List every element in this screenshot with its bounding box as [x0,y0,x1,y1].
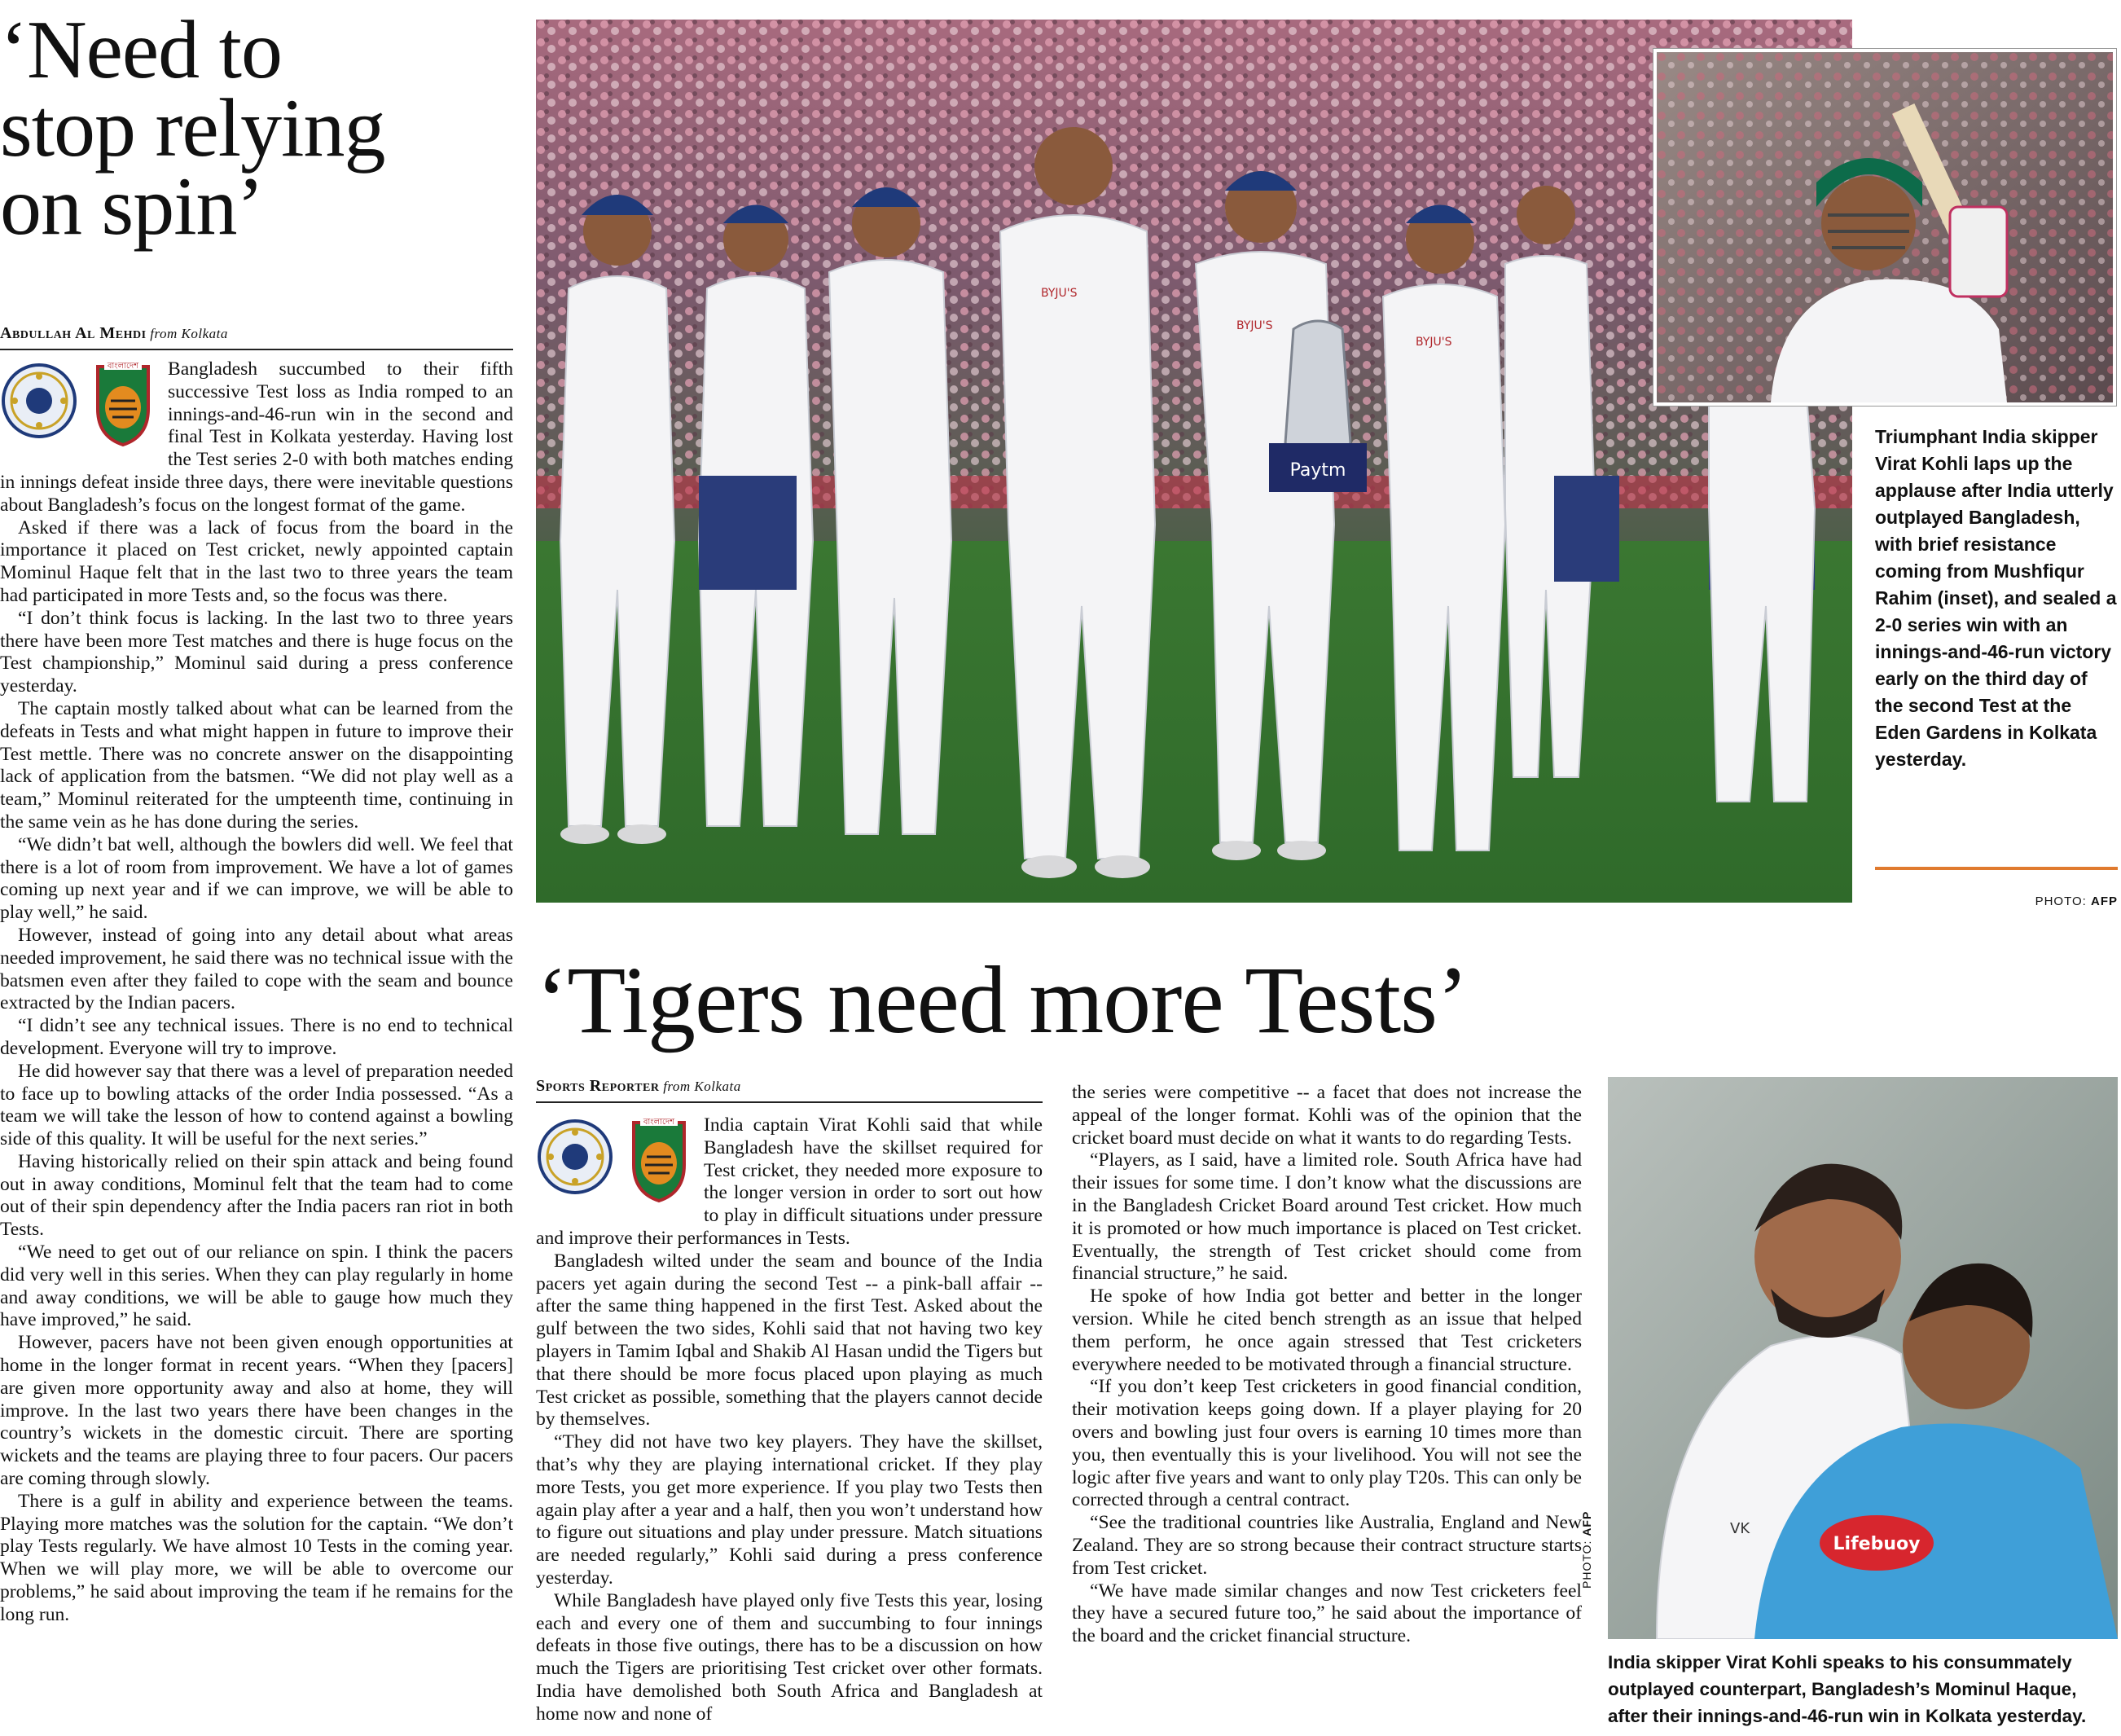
story2-column-1 [536,1114,1043,1734]
story2-headline: ‘Tigers need more Tests’ [536,947,1469,1053]
byline-divider [536,1101,1043,1103]
shirt-initials: VK [1730,1520,1750,1537]
paragraph: He spoke of how India got better and better in the longer version. While he cited bench strength as an issue that helped them perform, he once again stressed that Test cricketers everywhere needed to be motivated through a financial structure. [1072,1286,1582,1375]
credit-label: PHOTO: [1580,1540,1593,1589]
paragraph: Asked if there was a lack of focus from the board in the importance it placed on Test cricket, newly appointed captain Mominul Haque felt that in the last two to three years the team had participated in more Tests and, so the focus was there. [0,516,513,606]
paragraph: Bangladesh succumbed to their fifth successive Test loss as India romped to an innings-and-46-run win in the second and final Test in Kolkata yesterday. Having lost the Test series 2-0 with both matches ending in innings defeat inside three days, there were inevitable questions about Bangladesh’s focus on the longest format of the game. [0,358,513,516]
paragraph: However, pacers have not been given enough opportunities at home in the longer format in recent years. “When they [pacers] are given more opportunity away and also at home, they will improve. In the last two years there have been changes in the country’s wickets in the domestic circuit. There are sporting wickets and the teams are playing three to four pacers. Our pacers are coming through slowly. [0,1332,513,1490]
paragraph: India captain Virat Kohli said that while Bangladesh have the skillset required for Test cricket, they needed more exposure to the longer version in order to sort out how to play in difficult situations under pressure and improve their performances in Tests. [536,1114,1043,1249]
story2-byline [536,1077,1043,1096]
paragraph: the series were competitive -- a facet that does not increase the appeal of the longer format. Kohli was of the opinion that the cricket board must decide on what it wants to do regarding Tests. [1072,1082,1582,1149]
story1-byline [0,324,513,343]
story2-column-2 [1072,1082,1582,1734]
paragraph: The captain mostly talked about what can be learned from the defeats in Tests and what might happen in future to improve their Test mettle. There was no concrete answer on the disappointing lack of application from the batsmen. “We did not play well as a team,” Mominul reiterated for the umpteenth time, continuing in the same vein as he has done during the series. [0,697,513,833]
byline-name: Sports Reporter [536,1077,660,1095]
paragraph: “I didn’t see any technical issues. There is no end to technical development. Everyone will try to improve. [0,1015,513,1059]
paragraph: “We need to get out of our reliance on spin. I think the pacers did very well in this series. When they can play regularly in home and away conditions, we will be able to gauge how much they have improved,” he said. [0,1242,513,1331]
bcci-logo-icon [536,1114,697,1204]
headline-line: ‘Need to [0,4,283,96]
paragraph: Having historically relied on their spin attack and being found out in away conditions, Mominul felt that the team had to come out of their spin dependency after the India pacers ran riot in both Tests. [0,1150,513,1241]
headline-line: stop relying [0,82,385,174]
paragraph: Bangladesh wilted under the seam and bounce of the India pacers yet again during the second Test -- a pink-ball affair -- after the same thing happened in the first Test. Asked about the gulf between the two sides, Kohli said that not having two key players in Tamim Iqbal and Shakib Al Hasan undid the Tigers but that there should be more focus placed upon playing as much Test cricket as possible, something that the players cannot decide by themselves. [536,1250,1043,1431]
byline-from: from Kolkata [663,1079,741,1094]
trophy-sponsor-text: Paytm [1289,460,1346,481]
paragraph: “We didn’t bat well, although the bowlers did well. We feel that there is a lot of room from improvement. We have a lot of games coming up next year and if we can improve, we will be able to play well,” he said. [0,833,513,924]
credit-source: AFP [2091,894,2118,908]
sponsor-label: BYJU'S [1236,319,1273,332]
story1-body [0,358,513,1735]
bcb-text: বাংলাদেশ [643,1118,675,1127]
paragraph: However, instead of going into any detail about what areas needed improvement, he said there was no technical issue with the batsmen even after they failed to cope with the seam and bounce extracted by the Indian pacers. [0,924,513,1014]
credit-source: AFP [1580,1510,1593,1536]
paragraph: “If you don’t keep Test cricketers in good financial condition, their motivation keeps going down. If a player playing for 20 overs and bowling just four overs is earning 10 times more than you, then eventually this is your livelihood. You will not see the logic after five years and want to only play T20s. This can only be corrected through a central contract. [1072,1376,1582,1511]
byline-name: Abdullah Al Mehdi [0,324,147,342]
paragraph: He did however say that there was a level of preparation needed to face up to bowling attacks of the order India possessed. “As a team we will take the lesson of how to contend against a bowling side of this quality. It will be useful for the next series.” [0,1060,513,1150]
bottom-photo-credit [1580,1511,1593,1589]
lifebuoy-logo-icon [1820,1515,1934,1571]
credit-label: PHOTO: [2035,894,2087,908]
headline-line: on spin’ [0,160,264,253]
paragraph: “See the traditional countries like Australia, England and New Zealand. They are so strong because their contract structure starts from Test cricket. [1072,1512,1582,1579]
main-photo-caption: Triumphant India skipper Virat Kohli laps up the applause after India utterly outplayed Bangladesh, with brief resistance coming from Mushfiqur Rahim (inset), and sealed a 2-0 series win with an innings-and-46-run victory early on the third day of the second Test at the Eden Gardens in Kolkata yesterday. [1875,426,2117,770]
sponsor-label: BYJU'S [1041,287,1078,300]
main-photo-credit [2020,894,2118,908]
sponsor-label: BYJU'S [1416,336,1452,349]
paragraph: There is a gulf in ability and experience between the teams. Playing more matches was the solution for the captain. “We don’t play Tests regularly. We have almost 10 Tests in the coming year. When we will play more, we will be able to overcome our problems,” he said about improving the team if he remains for the long run. [0,1490,513,1625]
story1-headline [0,4,513,253]
story1 [0,0,515,1736]
inset-photo [1653,49,2116,406]
bottom-photo-caption: India skipper Virat Kohli speaks to his consummately outplayed counterpart, Bangladesh’s Mominul Haque, after their innings-and-46-run win in Kolkata yesterday. [1608,1652,2087,1726]
paragraph: “I don’t think focus is lacking. In the last two to three years there have been more Test matches and there is huge focus on the Test championship,” Mominul said during a press conference yesterday. [0,607,513,697]
paragraph: “Players, as I said, have a limited role. South Africa have had their issues for some time. I don’t know what the discussions are in the Bangladesh Cricket Board around Test cricket. How much it is promoted or how much importance is placed on Test cricket. Eventually, the strength of Test cricket should come from financial structure,” he said. [1072,1149,1582,1285]
kohli-mominul-image [1608,1077,2118,1639]
batsman-inset-image [1657,52,2113,402]
cricket-board-logos [0,358,161,448]
shirt-logo: Lifebuoy [1833,1534,1921,1554]
bcci-logo-icon [0,358,161,448]
caption-rule [1875,867,2118,870]
cricket-board-logos [536,1114,697,1204]
paragraph: “They did not have two key players. They have the skillset, that’s why they are playing international cricket. If they play more Tests, you get more experience. If you play two Tests then again play after a year and a half, then you won’t understand how to figure out situations and play under pressure. Match situations are needed regularly,” Kohli said during a press conference yesterday. [536,1431,1043,1589]
bcb-text: বাংলাদেশ [107,362,139,371]
paragraph: While Bangladesh have played only five Tests this year, losing each and every one of them and succumbing to four innings defeats in those five outings, there has to be a discussion on how much the Tigers are prioritising Test cricket over other formats. India have demolished both South Africa and Bangladesh at home now and none of [536,1589,1043,1725]
byline-divider [0,349,513,350]
byline-from: from Kolkata [150,326,228,341]
paragraph: “We have made similar changes and now Test cricketers feel they have a secured future too,” he said about the importance of the board and the cricket financial structure. [1072,1580,1582,1647]
bottom-photo [1608,1077,2118,1639]
